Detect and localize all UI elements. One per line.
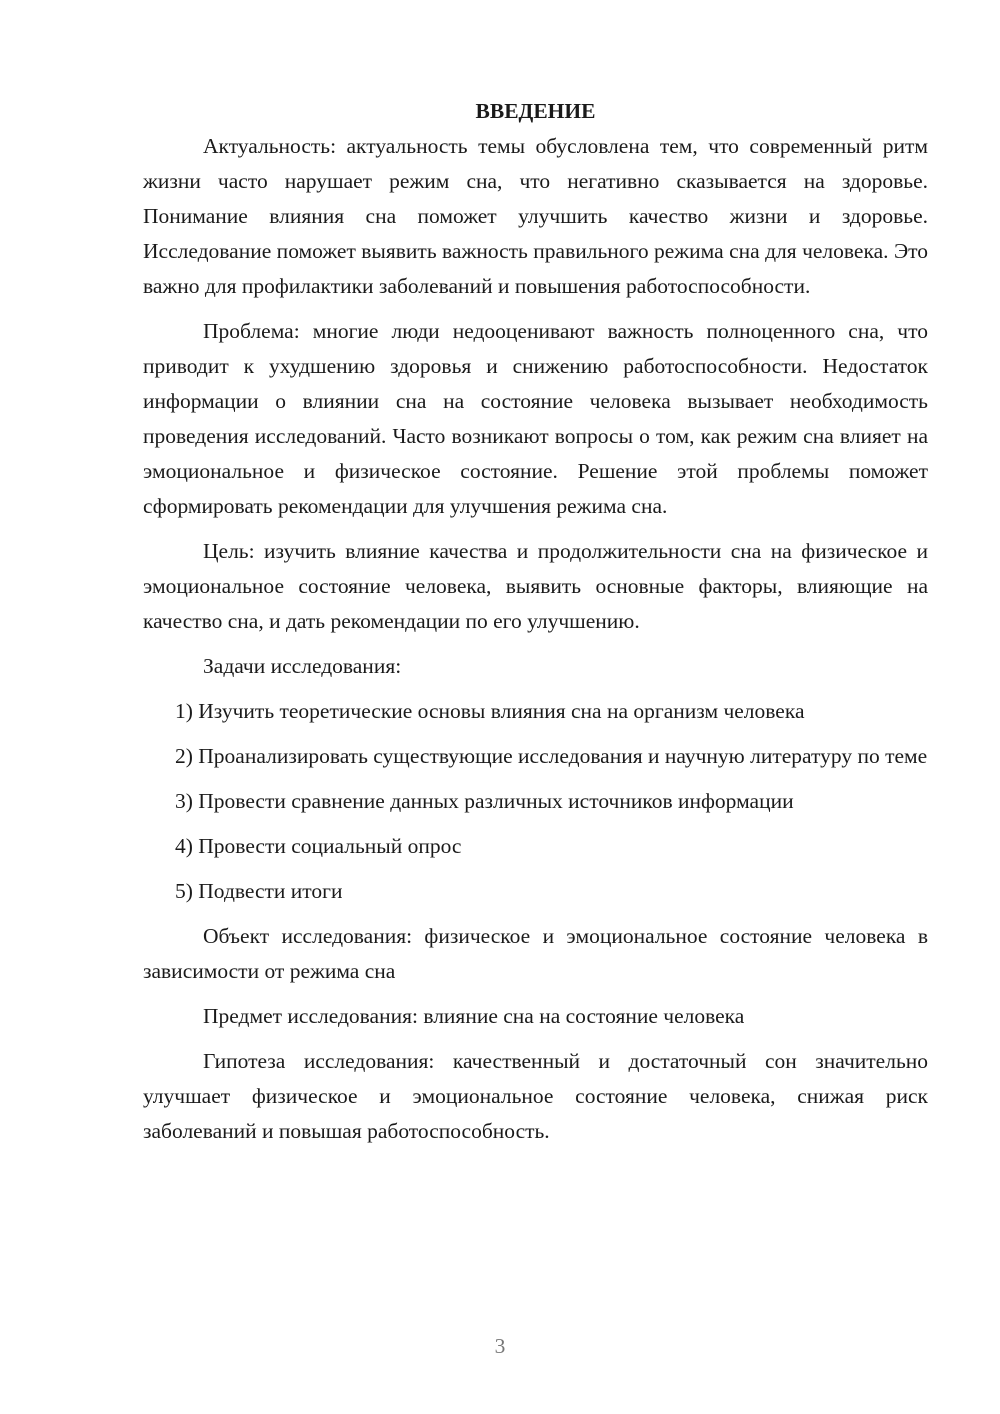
- paragraph-relevance: Актуальность: актуальность темы обусловлена тем, что современный ритм жизни часто нарушает режим сна, что негативно сказывается на здоровье. Понимание влияния сна поможет улучшить качество жизни и здоровье. Исследование поможет выявить важность правильного режима сна для человека. Это важно для профилактики заболеваний и повышения работоспособности.: [143, 134, 928, 298]
- task-item-4: 4) Провести социальный опрос: [175, 834, 462, 858]
- section-title: ВВЕДЕНИЕ: [475, 99, 596, 123]
- paragraph-subject: Предмет исследования: влияние сна на состояние человека: [203, 1004, 745, 1028]
- page-number: 3: [494, 1334, 506, 1358]
- tasks-heading: Задачи исследования:: [203, 654, 402, 678]
- task-item-5: 5) Подвести итоги: [175, 879, 343, 903]
- task-item-1: 1) Изучить теоретические основы влияния сна на организм человека: [175, 699, 805, 723]
- paragraph-goal: Цель: изучить влияние качества и продолжительности сна на физическое и эмоциональное состояние человека, выявить основные факторы, влияющие на качество сна, и дать рекомендации по его улучшению.: [143, 539, 928, 633]
- paragraph-object: Объект исследования: физическое и эмоциональное состояние человека в зависимости от режима сна: [143, 924, 928, 983]
- task-item-3: 3) Провести сравнение данных различных источников информации: [175, 789, 794, 813]
- task-item-2: 2) Проанализировать существующие исследования и научную литературу по теме: [175, 744, 928, 768]
- paragraph-problem: Проблема: многие люди недооценивают важность полноценного сна, что приводит к ухудшению здоровья и снижению работоспособности. Недостаток информации о влиянии сна на состояние человека вызывает необходимость проведения исследований. Часто возникают вопросы о том, как режим сна влияет на эмоциональное и физическое состояние. Решение этой проблемы поможет сформировать рекомендации для улучшения режима сна.: [143, 319, 928, 518]
- paragraph-hypothesis: Гипотеза исследования: качественный и достаточный сон значительно улучшает физическое и эмоциональное состояние человека, снижая риск заболеваний и повышая работоспособность.: [143, 1049, 928, 1143]
- page-content: [143, 94, 928, 1159]
